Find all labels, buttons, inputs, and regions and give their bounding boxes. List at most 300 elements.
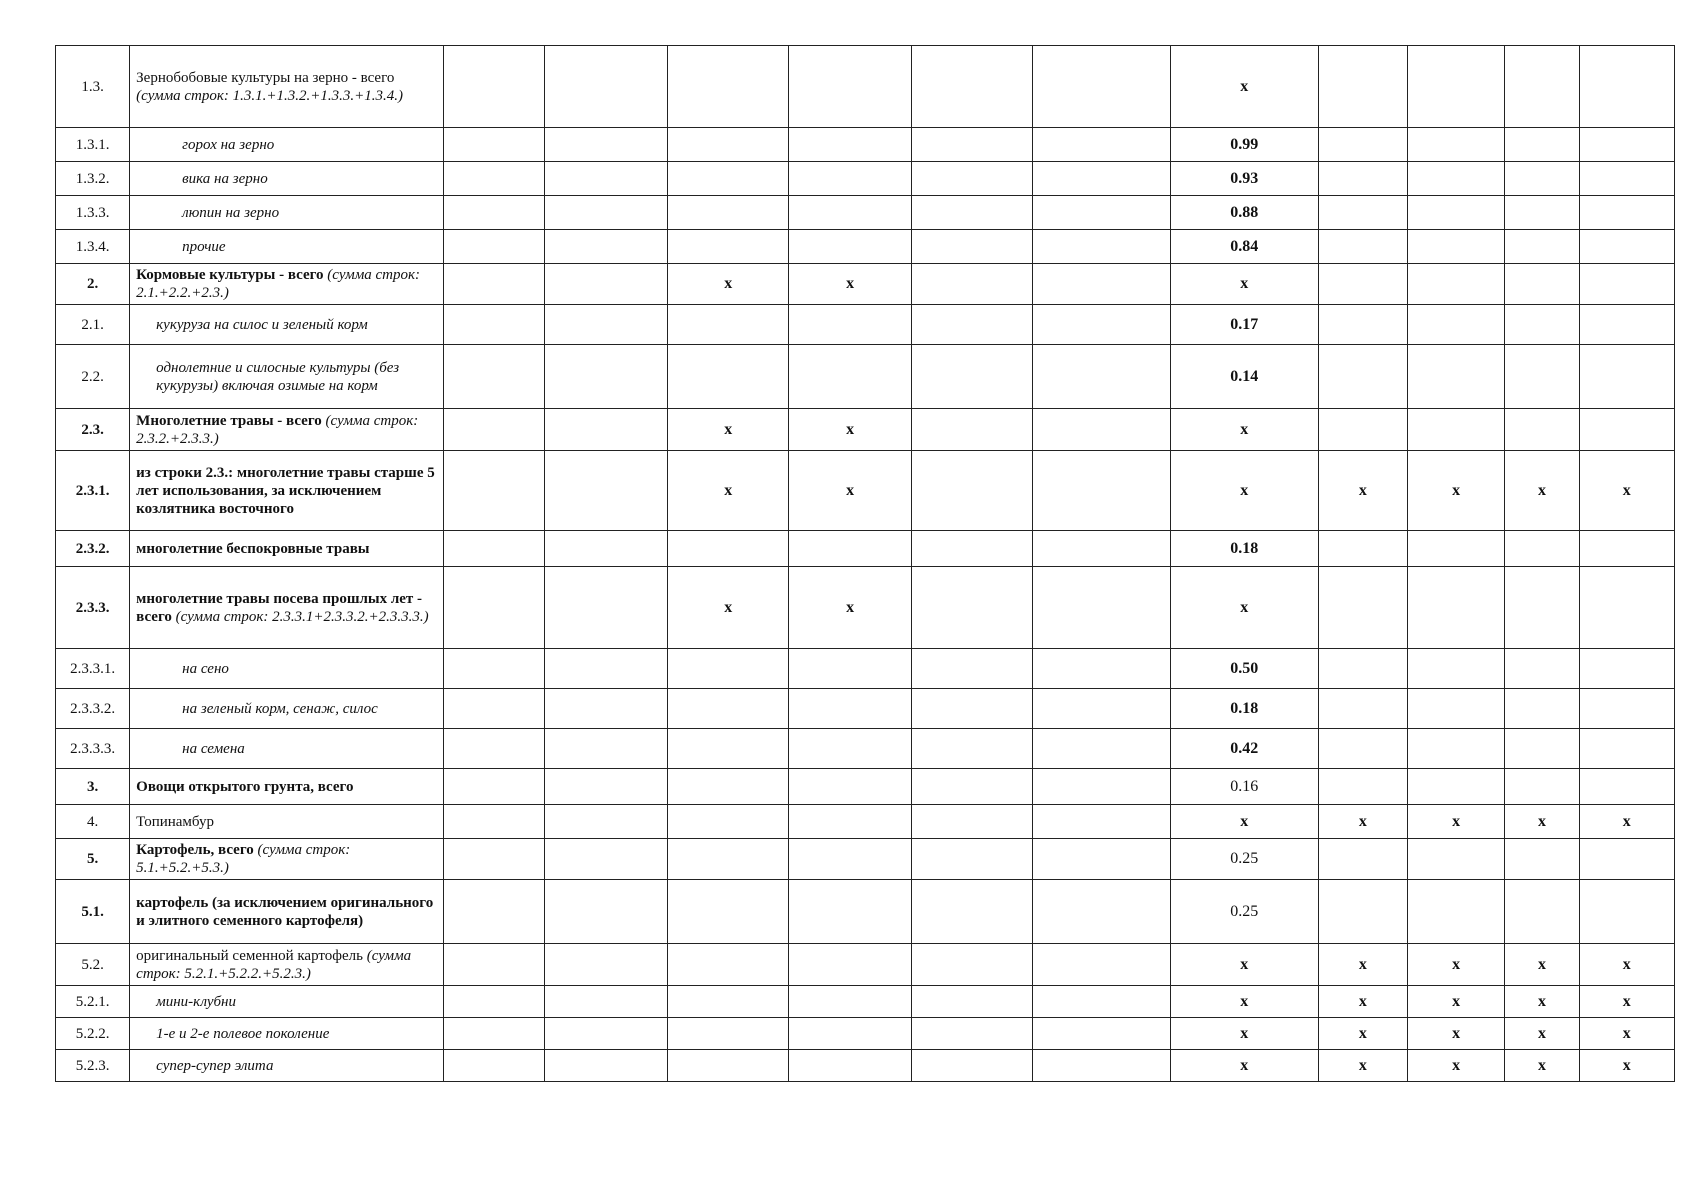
coefficient-cell: 0.99 <box>1170 128 1318 162</box>
row-label <box>130 162 444 196</box>
empty-cell <box>912 1018 1033 1050</box>
empty-cell <box>545 1018 668 1050</box>
empty-cell <box>1505 649 1579 689</box>
row-number: 2.3.3.2. <box>56 689 130 729</box>
empty-cell <box>545 729 668 769</box>
empty-cell <box>1032 986 1170 1018</box>
empty-cell <box>1032 264 1170 305</box>
row-label <box>130 128 444 162</box>
empty-cell <box>668 769 789 805</box>
empty-cell <box>1318 839 1407 880</box>
empty-cell <box>1505 128 1579 162</box>
table-row <box>56 46 1675 128</box>
row-label-text: супер-супер элита <box>156 1057 274 1074</box>
empty-cell <box>668 345 789 409</box>
row-number: 1.3.4. <box>56 230 130 264</box>
empty-cell <box>668 230 789 264</box>
not-applicable-mark: x <box>1318 944 1407 986</box>
empty-cell <box>668 46 789 128</box>
empty-cell <box>545 46 668 128</box>
not-applicable-mark: x <box>1170 264 1318 305</box>
table-row <box>56 567 1675 649</box>
table-row <box>56 305 1675 345</box>
row-label <box>130 986 444 1018</box>
row-label <box>130 567 444 649</box>
empty-cell <box>1318 729 1407 769</box>
empty-cell <box>443 230 545 264</box>
row-label-text: Многолетние травы - всего <box>136 412 322 429</box>
row-label <box>130 1018 444 1050</box>
empty-cell <box>1505 567 1579 649</box>
empty-cell <box>545 409 668 451</box>
row-number: 2.2. <box>56 345 130 409</box>
empty-cell <box>1032 451 1170 531</box>
empty-cell <box>1407 531 1504 567</box>
empty-cell <box>1579 196 1674 230</box>
empty-cell <box>668 689 789 729</box>
empty-cell <box>912 880 1033 944</box>
empty-cell <box>443 46 545 128</box>
empty-cell <box>668 805 789 839</box>
empty-cell <box>1032 805 1170 839</box>
empty-cell <box>1318 567 1407 649</box>
empty-cell <box>545 128 668 162</box>
coefficient-cell: 0.50 <box>1170 649 1318 689</box>
empty-cell <box>1505 196 1579 230</box>
table-row <box>56 264 1675 305</box>
empty-cell <box>789 649 912 689</box>
empty-cell <box>1579 264 1674 305</box>
empty-cell <box>1505 409 1579 451</box>
empty-cell <box>1407 128 1504 162</box>
empty-cell <box>1318 649 1407 689</box>
empty-cell <box>545 230 668 264</box>
empty-cell <box>789 1050 912 1082</box>
not-applicable-mark: x <box>789 264 912 305</box>
row-number: 2.3.1. <box>56 451 130 531</box>
empty-cell <box>912 162 1033 196</box>
empty-cell <box>443 567 545 649</box>
not-applicable-mark: x <box>1579 451 1674 531</box>
empty-cell <box>1032 305 1170 345</box>
row-label <box>130 769 444 805</box>
row-number: 1.3. <box>56 46 130 128</box>
row-label <box>130 689 444 729</box>
empty-cell <box>1032 1018 1170 1050</box>
empty-cell <box>912 769 1033 805</box>
empty-cell <box>1407 409 1504 451</box>
empty-cell <box>443 531 545 567</box>
empty-cell <box>912 196 1033 230</box>
row-sum-formula: (сумма строк: 2.1.+2.2.+2.3.) <box>136 267 421 301</box>
not-applicable-mark: x <box>1318 451 1407 531</box>
empty-cell <box>1407 162 1504 196</box>
empty-cell <box>1407 264 1504 305</box>
coefficient-cell: 0.16 <box>1170 769 1318 805</box>
empty-cell <box>1032 839 1170 880</box>
empty-cell <box>1505 839 1579 880</box>
empty-cell <box>1505 305 1579 345</box>
not-applicable-mark: x <box>1318 986 1407 1018</box>
empty-cell <box>912 567 1033 649</box>
row-label-text: прочие <box>182 238 226 255</box>
empty-cell <box>443 196 545 230</box>
table-row <box>56 162 1675 196</box>
row-label <box>130 944 444 986</box>
empty-cell <box>1032 567 1170 649</box>
empty-cell <box>1032 46 1170 128</box>
empty-cell <box>1032 769 1170 805</box>
row-label-text: мини-клубни <box>156 993 236 1010</box>
table-row <box>56 839 1675 880</box>
row-sum-formula: (сумма строк: 2.3.2.+2.3.3.) <box>136 412 419 447</box>
not-applicable-mark: x <box>1579 805 1674 839</box>
empty-cell <box>912 986 1033 1018</box>
row-number: 2. <box>56 264 130 305</box>
empty-cell <box>912 128 1033 162</box>
row-label-text: 1-е и 2-е полевое поколение <box>156 1025 330 1042</box>
not-applicable-mark: x <box>1170 567 1318 649</box>
empty-cell <box>668 1018 789 1050</box>
empty-cell <box>545 196 668 230</box>
row-number: 2.3.2. <box>56 531 130 567</box>
empty-cell <box>1505 162 1579 196</box>
table-body <box>56 46 1675 1082</box>
empty-cell <box>789 531 912 567</box>
not-applicable-mark: x <box>1170 409 1318 451</box>
empty-cell <box>1579 409 1674 451</box>
row-label-text: вика на зерно <box>182 170 268 187</box>
row-label <box>130 409 444 451</box>
empty-cell <box>1032 345 1170 409</box>
empty-cell <box>912 305 1033 345</box>
row-label-text: горох на зерно <box>182 136 275 153</box>
crop-coefficient-table <box>55 45 1675 1082</box>
empty-cell <box>1032 162 1170 196</box>
row-label <box>130 729 444 769</box>
table-row <box>56 1050 1675 1082</box>
empty-cell <box>443 409 545 451</box>
empty-cell <box>912 46 1033 128</box>
empty-cell <box>668 729 789 769</box>
empty-cell <box>668 128 789 162</box>
row-label-text: из строки 2.3.: многолетние травы старше 5 лет использования, за исключением козлятника восточного <box>136 464 435 517</box>
empty-cell <box>443 769 545 805</box>
not-applicable-mark: x <box>668 567 789 649</box>
empty-cell <box>443 128 545 162</box>
row-number: 2.3.3.3. <box>56 729 130 769</box>
empty-cell <box>668 649 789 689</box>
row-label <box>130 305 444 345</box>
empty-cell <box>443 839 545 880</box>
empty-cell <box>545 986 668 1018</box>
empty-cell <box>789 305 912 345</box>
row-label <box>130 1050 444 1082</box>
not-applicable-mark: x <box>1579 986 1674 1018</box>
empty-cell <box>1318 880 1407 944</box>
empty-cell <box>1032 1050 1170 1082</box>
empty-cell <box>1318 305 1407 345</box>
row-number: 5.2.3. <box>56 1050 130 1082</box>
empty-cell <box>1032 531 1170 567</box>
empty-cell <box>789 944 912 986</box>
coefficient-cell: 0.18 <box>1170 689 1318 729</box>
table-row <box>56 649 1675 689</box>
empty-cell <box>912 805 1033 839</box>
empty-cell <box>668 162 789 196</box>
row-number: 2.3.3. <box>56 567 130 649</box>
empty-cell <box>789 729 912 769</box>
empty-cell <box>1505 264 1579 305</box>
empty-cell <box>912 1050 1033 1082</box>
empty-cell <box>1407 345 1504 409</box>
empty-cell <box>1032 230 1170 264</box>
empty-cell <box>1318 162 1407 196</box>
empty-cell <box>668 986 789 1018</box>
empty-cell <box>1407 769 1504 805</box>
empty-cell <box>789 986 912 1018</box>
empty-cell <box>1407 880 1504 944</box>
table-row <box>56 729 1675 769</box>
not-applicable-mark: x <box>1407 805 1504 839</box>
empty-cell <box>1318 769 1407 805</box>
empty-cell <box>1407 729 1504 769</box>
row-label-text: многолетние беспокровные травы <box>136 540 370 557</box>
empty-cell <box>545 769 668 805</box>
empty-cell <box>545 567 668 649</box>
not-applicable-mark: x <box>789 567 912 649</box>
not-applicable-mark: x <box>1505 1018 1579 1050</box>
empty-cell <box>1579 305 1674 345</box>
not-applicable-mark: x <box>1170 46 1318 128</box>
empty-cell <box>545 305 668 345</box>
empty-cell <box>1505 345 1579 409</box>
table-row <box>56 128 1675 162</box>
row-label-text: на сено <box>182 660 229 677</box>
empty-cell <box>1407 230 1504 264</box>
coefficient-cell: 0.14 <box>1170 345 1318 409</box>
empty-cell <box>545 264 668 305</box>
empty-cell <box>1579 531 1674 567</box>
empty-cell <box>668 531 789 567</box>
empty-cell <box>789 230 912 264</box>
empty-cell <box>1579 880 1674 944</box>
row-number: 5. <box>56 839 130 880</box>
empty-cell <box>1032 880 1170 944</box>
document-table-sheet <box>55 45 1675 1082</box>
row-label-text: Картофель, всего <box>136 842 254 858</box>
not-applicable-mark: x <box>1170 451 1318 531</box>
not-applicable-mark: x <box>1579 1018 1674 1050</box>
empty-cell <box>545 345 668 409</box>
empty-cell <box>668 1050 789 1082</box>
empty-cell <box>789 162 912 196</box>
not-applicable-mark: x <box>1505 986 1579 1018</box>
empty-cell <box>789 1018 912 1050</box>
row-label <box>130 230 444 264</box>
row-number: 5.2.2. <box>56 1018 130 1050</box>
row-label-text: Зернобобовые культуры на зерно - всего <box>136 69 395 86</box>
row-number: 4. <box>56 805 130 839</box>
empty-cell <box>668 944 789 986</box>
empty-cell <box>668 880 789 944</box>
not-applicable-mark: x <box>1170 944 1318 986</box>
empty-cell <box>443 1050 545 1082</box>
empty-cell <box>1505 46 1579 128</box>
empty-cell <box>1579 839 1674 880</box>
empty-cell <box>443 162 545 196</box>
empty-cell <box>912 345 1033 409</box>
row-label <box>130 649 444 689</box>
empty-cell <box>1579 230 1674 264</box>
empty-cell <box>1318 230 1407 264</box>
empty-cell <box>545 649 668 689</box>
row-label-text: Топинамбур <box>136 813 214 830</box>
row-number: 5.2.1. <box>56 986 130 1018</box>
table-row <box>56 805 1675 839</box>
row-sum-formula: (сумма строк: 2.3.3.1+2.3.3.2.+2.3.3.3.) <box>175 608 429 625</box>
empty-cell <box>912 649 1033 689</box>
row-label-text: люпин на зерно <box>182 204 280 221</box>
row-number: 2.3. <box>56 409 130 451</box>
empty-cell <box>1318 196 1407 230</box>
table-row <box>56 230 1675 264</box>
empty-cell <box>1032 689 1170 729</box>
empty-cell <box>912 839 1033 880</box>
table-row <box>56 1018 1675 1050</box>
row-sum-formula: (сумма строк: 5.2.1.+5.2.2.+5.2.3.) <box>136 947 412 982</box>
empty-cell <box>1318 46 1407 128</box>
empty-cell <box>545 944 668 986</box>
empty-cell <box>1032 196 1170 230</box>
empty-cell <box>912 264 1033 305</box>
not-applicable-mark: x <box>1318 805 1407 839</box>
not-applicable-mark: x <box>1407 1050 1504 1082</box>
empty-cell <box>1579 345 1674 409</box>
empty-cell <box>1032 128 1170 162</box>
empty-cell <box>1505 531 1579 567</box>
empty-cell <box>1032 729 1170 769</box>
row-label <box>130 880 444 944</box>
empty-cell <box>789 689 912 729</box>
table-row <box>56 986 1675 1018</box>
row-label <box>130 805 444 839</box>
not-applicable-mark: x <box>1407 986 1504 1018</box>
empty-cell <box>443 805 545 839</box>
row-label-text: Кормовые культуры - всего <box>136 267 324 283</box>
empty-cell <box>545 162 668 196</box>
empty-cell <box>1407 46 1504 128</box>
row-number: 1.3.1. <box>56 128 130 162</box>
row-label <box>130 196 444 230</box>
not-applicable-mark: x <box>1505 805 1579 839</box>
empty-cell <box>789 839 912 880</box>
not-applicable-mark: x <box>1407 1018 1504 1050</box>
empty-cell <box>912 531 1033 567</box>
empty-cell <box>545 805 668 839</box>
empty-cell <box>1579 46 1674 128</box>
empty-cell <box>545 1050 668 1082</box>
row-label-text: кукуруза на силос и зеленый корм <box>156 316 368 333</box>
row-label <box>130 451 444 531</box>
empty-cell <box>789 46 912 128</box>
empty-cell <box>912 689 1033 729</box>
empty-cell <box>1579 689 1674 729</box>
empty-cell <box>789 345 912 409</box>
coefficient-cell: 0.84 <box>1170 230 1318 264</box>
empty-cell <box>1032 649 1170 689</box>
empty-cell <box>1407 196 1504 230</box>
not-applicable-mark: x <box>668 264 789 305</box>
table-row <box>56 944 1675 986</box>
empty-cell <box>443 1018 545 1050</box>
table-row <box>56 409 1675 451</box>
not-applicable-mark: x <box>1170 805 1318 839</box>
empty-cell <box>1407 567 1504 649</box>
empty-cell <box>1032 409 1170 451</box>
row-label-text: оригинальный семенной картофель <box>136 947 363 964</box>
empty-cell <box>443 944 545 986</box>
empty-cell <box>912 409 1033 451</box>
coefficient-cell: 0.93 <box>1170 162 1318 196</box>
empty-cell <box>1579 162 1674 196</box>
empty-cell <box>1579 649 1674 689</box>
not-applicable-mark: x <box>1579 944 1674 986</box>
empty-cell <box>1505 230 1579 264</box>
not-applicable-mark: x <box>1170 986 1318 1018</box>
not-applicable-mark: x <box>1505 944 1579 986</box>
not-applicable-mark: x <box>1407 451 1504 531</box>
not-applicable-mark: x <box>668 451 789 531</box>
row-number: 1.3.3. <box>56 196 130 230</box>
empty-cell <box>912 451 1033 531</box>
coefficient-cell: 0.42 <box>1170 729 1318 769</box>
row-label <box>130 264 444 305</box>
empty-cell <box>1318 689 1407 729</box>
empty-cell <box>443 689 545 729</box>
not-applicable-mark: x <box>1170 1050 1318 1082</box>
table-row <box>56 769 1675 805</box>
not-applicable-mark: x <box>1318 1050 1407 1082</box>
table-row <box>56 451 1675 531</box>
empty-cell <box>443 649 545 689</box>
empty-cell <box>443 345 545 409</box>
empty-cell <box>545 531 668 567</box>
empty-cell <box>443 880 545 944</box>
coefficient-cell: 0.18 <box>1170 531 1318 567</box>
row-label-text: на семена <box>182 740 245 757</box>
empty-cell <box>443 451 545 531</box>
row-label <box>130 839 444 880</box>
empty-cell <box>545 880 668 944</box>
empty-cell <box>1407 689 1504 729</box>
row-number: 3. <box>56 769 130 805</box>
empty-cell <box>668 839 789 880</box>
row-number: 2.3.3.1. <box>56 649 130 689</box>
not-applicable-mark: x <box>668 409 789 451</box>
not-applicable-mark: x <box>1579 1050 1674 1082</box>
not-applicable-mark: x <box>1318 1018 1407 1050</box>
empty-cell <box>912 729 1033 769</box>
empty-cell <box>789 196 912 230</box>
empty-cell <box>789 128 912 162</box>
row-label <box>130 345 444 409</box>
coefficient-cell: 0.88 <box>1170 196 1318 230</box>
row-sum-formula: (сумма строк: 5.1.+5.2.+5.3.) <box>136 842 351 876</box>
empty-cell <box>545 451 668 531</box>
row-label-text: Овощи открытого грунта, всего <box>136 778 354 795</box>
not-applicable-mark: x <box>1407 944 1504 986</box>
